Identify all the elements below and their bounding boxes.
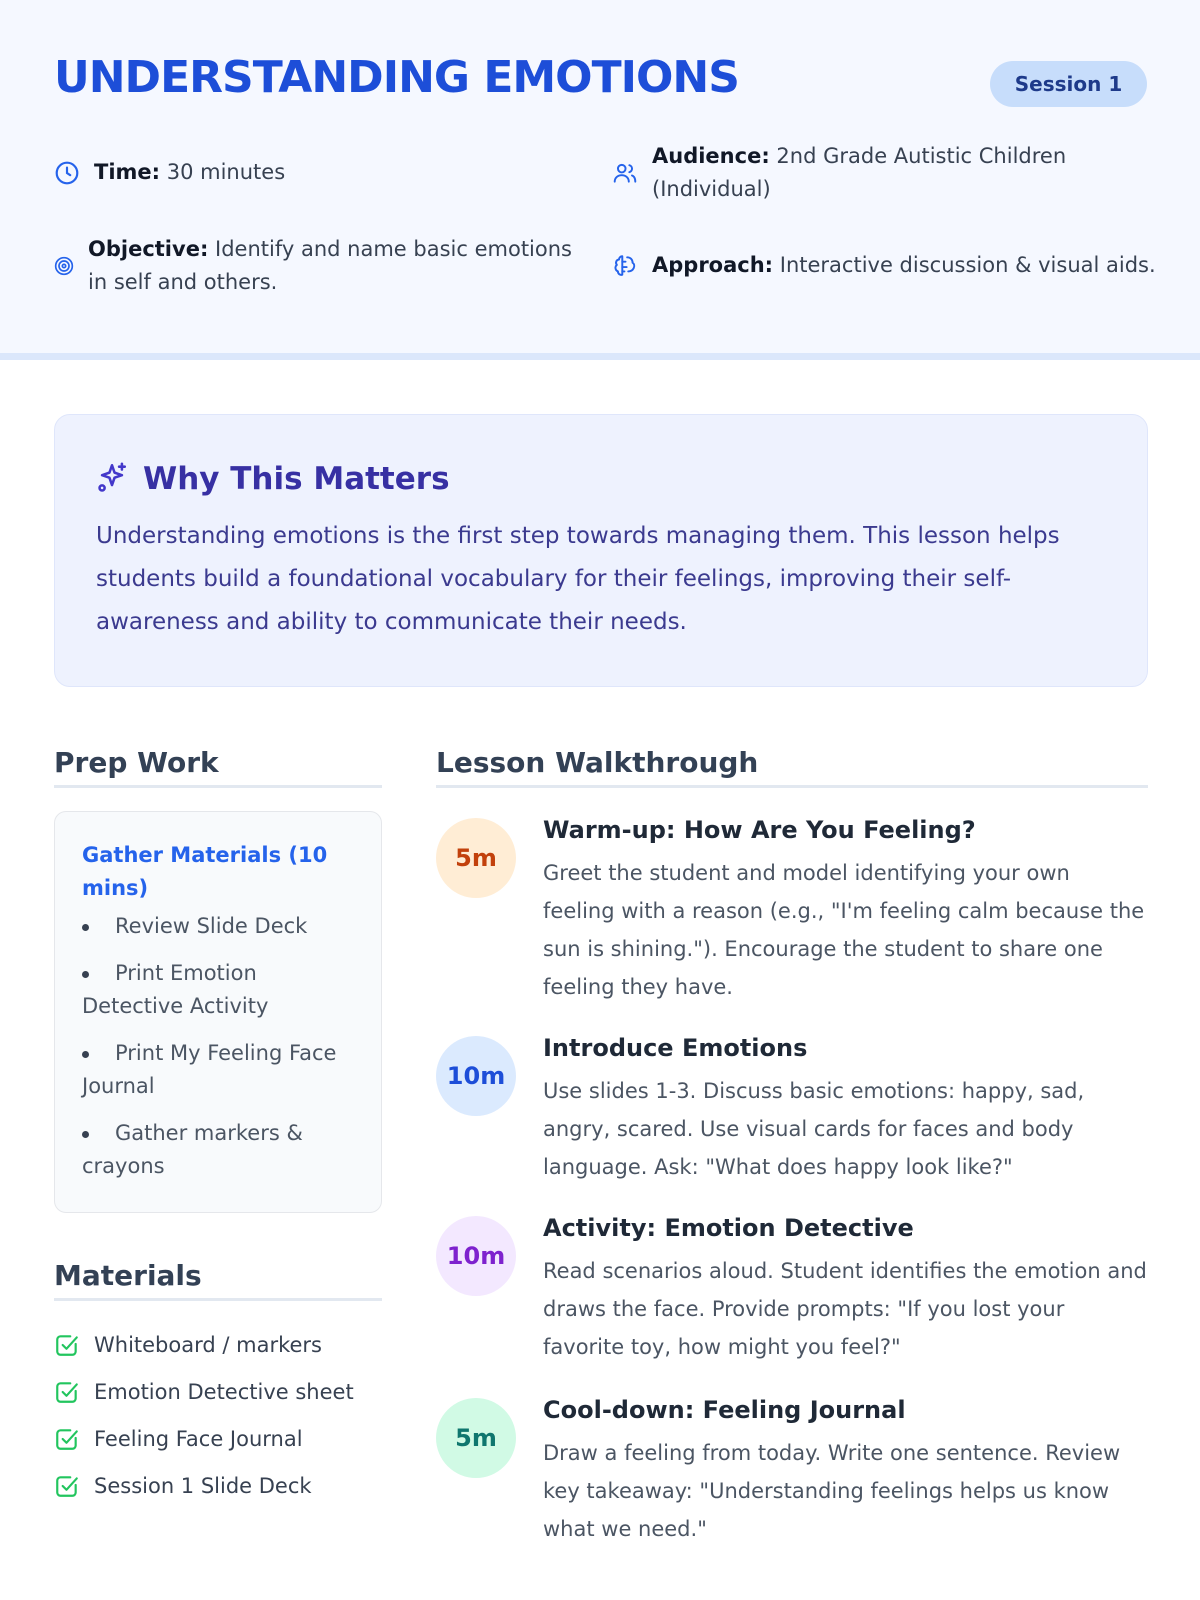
material-label: Emotion Detective sheet [94,1379,354,1404]
sparkles-icon [95,461,131,497]
target-icon [54,253,74,279]
step-description: Read scenarios aloud. Student identifies the emotion and draws the face. Provide prompts: "If you lost your favorite toy, how might you feel?" [543,1259,1147,1359]
checkbox-icon [54,1426,80,1452]
session-badge: Session 1 [990,61,1147,107]
checkbox-icon [54,1473,80,1499]
step-title: Warm-up: How Are You Feeling? [543,816,976,844]
step-title: Cool-down: Feeling Journal [543,1396,906,1424]
duration-badge: 5m [436,818,516,898]
list-item: Review Slide Deck [82,910,362,943]
duration-badge: 10m [436,1036,516,1116]
step-title: Introduce Emotions [543,1034,808,1062]
brain-icon [612,253,638,279]
list-item: Print My Feeling Face Journal [82,1037,362,1103]
list-item [54,1368,354,1415]
list-item [54,1321,354,1368]
material-label: Feeling Face Journal [94,1426,303,1451]
meta-objective [54,233,594,299]
step-title: Activity: Emotion Detective [543,1214,914,1242]
why-title: Why This Matters [143,461,450,497]
why-this-matters-card [54,414,1148,687]
list-item: Gather markers & crayons [82,1117,362,1183]
lesson-header [0,0,1200,360]
checkbox-icon [54,1332,80,1358]
approach-label: Approach: [652,253,774,277]
materials-list [54,1321,354,1509]
users-icon [612,160,638,186]
meta-audience [612,140,1092,206]
list-item: Print Emotion Detective Activity [82,957,362,1023]
page-title: UNDERSTANDING EMOTIONS [54,52,739,103]
duration-badge: 5m [436,1398,516,1478]
why-body: Understanding emotions is the first step towards managing them. This lesson helps students build a foundational vocabulary for their feelings, improving their self-awareness and ability to communicate their needs. [96,523,1060,635]
material-label: Session 1 Slide Deck [94,1473,312,1498]
time-value: 30 minutes [166,160,286,184]
prep-work-heading: Prep Work [54,746,382,788]
step-description: Draw a feeling from today. Write one sentence. Review key takeaway: "Understanding feelings helps us know what we need." [543,1441,1121,1541]
why-heading [95,461,450,497]
duration-badge: 10m [436,1216,516,1296]
prep-list [82,910,362,1197]
checkbox-icon [54,1379,80,1405]
meta-approach [612,249,1172,282]
material-label: Whiteboard / markers [94,1332,322,1357]
audience-label: Audience: [652,144,770,168]
clock-icon [54,160,80,186]
approach-value: Interactive discussion & visual aids. [779,253,1156,277]
step-description: Greet the student and model identifying your own feeling with a reason (e.g., "I'm feeling calm because the sun is shining."). Encourage the student to share one feeling they have. [543,861,1145,999]
objective-value: Identify and name basic emotions in self and others. [88,237,572,294]
objective-label: Objective: [88,237,209,261]
time-label: Time: [94,160,161,184]
step-description: Use slides 1-3. Discuss basic emotions: happy, sad, angry, scared. Use visual cards for faces and body language. Ask: "What does happy look like?" [543,1079,1085,1179]
audience-value: 2nd Grade Autistic Children (Individual) [652,144,1067,201]
prep-subtitle: Gather Materials (10 mins) [82,843,328,900]
materials-heading: Materials [54,1259,382,1301]
prep-work-card [54,811,382,1213]
meta-time [54,156,574,189]
walkthrough-heading: Lesson Walkthrough [436,746,1148,788]
list-item [54,1415,354,1462]
list-item [54,1462,354,1509]
